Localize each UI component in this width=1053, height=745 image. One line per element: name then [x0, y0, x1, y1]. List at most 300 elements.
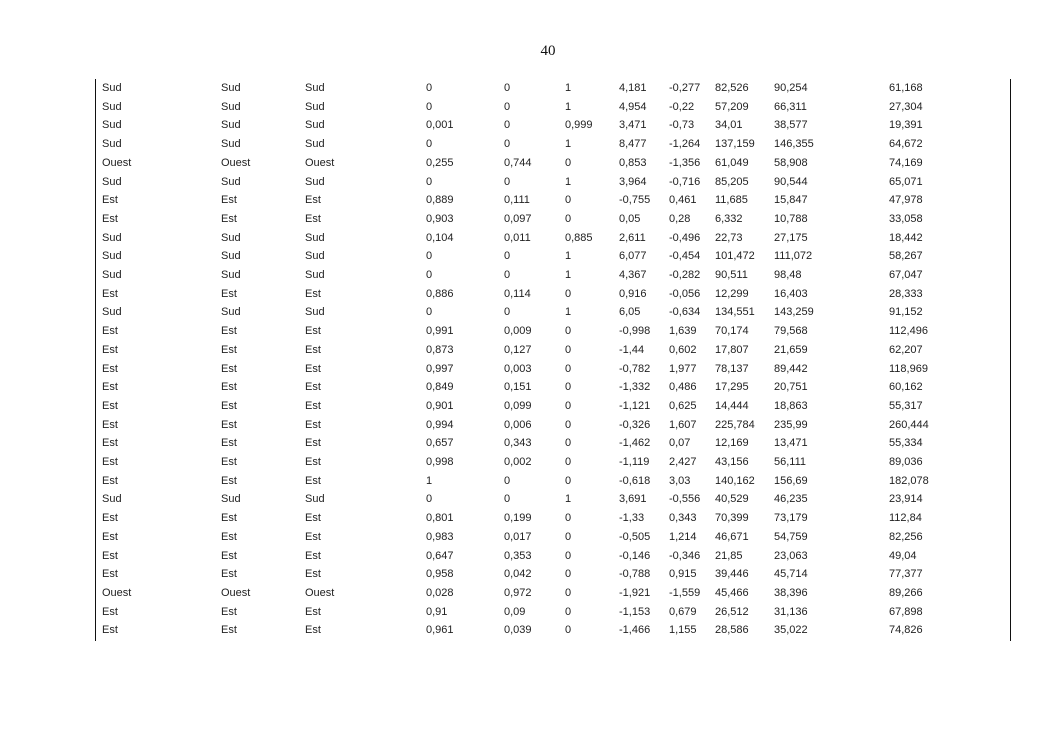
table-cell-prob-sud: 0	[565, 586, 572, 599]
table-cell-prob-est: 0,903	[426, 212, 454, 225]
table-cell-region-c: Sud	[305, 119, 325, 132]
table-cell-value-1: 34,01	[715, 119, 743, 132]
table-cell-prob-ouest: 0,199	[504, 512, 532, 525]
table-cell-prob-sud: 0	[565, 362, 572, 375]
table-row	[96, 135, 1010, 154]
table-cell-value-3: 18,442	[889, 231, 923, 244]
table-row	[96, 360, 1010, 379]
table-row	[96, 285, 1010, 304]
table-cell-value-3: 64,672	[889, 138, 923, 151]
table-cell-region-b: Sud	[221, 250, 241, 263]
table-cell-value-1: 26,512	[715, 605, 749, 618]
table-cell-score-1: 3,964	[619, 175, 647, 188]
table-cell-value-2: 89,442	[774, 362, 808, 375]
table-cell-prob-sud: 0	[565, 287, 572, 300]
table-cell-value-3: 58,267	[889, 250, 923, 263]
table-cell-prob-sud: 0	[565, 325, 572, 338]
table-cell-region-a: Est	[102, 605, 118, 618]
table-cell-score-2: -0,282	[669, 269, 701, 282]
table-cell-prob-ouest: 0,017	[504, 530, 532, 543]
table-cell-value-3: 112,84	[889, 512, 922, 525]
table-row	[96, 79, 1010, 98]
table-cell-score-2: -0,056	[669, 287, 701, 300]
table-cell-prob-est: 0,001	[426, 119, 454, 132]
table-cell-value-1: 28,586	[715, 624, 749, 637]
table-cell-value-1: 21,85	[715, 549, 743, 562]
table-cell-region-c: Est	[305, 605, 321, 618]
table-cell-prob-ouest: 0,09	[504, 605, 526, 618]
table-cell-value-2: 98,48	[774, 269, 802, 282]
table-cell-score-2: -0,73	[669, 119, 695, 132]
table-row	[96, 154, 1010, 173]
table-cell-value-2: 156,69	[774, 474, 808, 487]
table-cell-score-1: -1,462	[619, 437, 651, 450]
table-cell-region-c: Est	[305, 325, 321, 338]
table-cell-value-3: 19,391	[889, 119, 923, 132]
table-cell-value-2: 31,136	[774, 605, 808, 618]
table-cell-prob-est: 0,983	[426, 530, 454, 543]
table-cell-value-1: 12,169	[715, 437, 749, 450]
table-cell-region-a: Est	[102, 418, 118, 431]
table-cell-value-1: 14,444	[715, 399, 749, 412]
table-cell-score-2: -0,716	[669, 175, 701, 188]
table-cell-prob-ouest: 0,009	[504, 325, 532, 338]
table-cell-value-2: 20,751	[774, 381, 808, 394]
table-cell-value-2: 35,022	[774, 624, 808, 637]
table-cell-prob-ouest: 0	[504, 138, 511, 151]
table-cell-prob-est: 0	[426, 175, 433, 188]
table-row	[96, 210, 1010, 229]
table-cell-prob-est: 0,91	[426, 605, 448, 618]
table-row	[96, 509, 1010, 528]
table-cell-prob-est: 0	[426, 250, 433, 263]
table-cell-value-1: 45,466	[715, 586, 749, 599]
table-cell-prob-sud: 0	[565, 512, 572, 525]
table-cell-value-3: 23,914	[889, 493, 923, 506]
table-cell-region-a: Est	[102, 399, 118, 412]
table-cell-region-b: Est	[221, 512, 237, 525]
table-cell-score-2: -0,454	[669, 250, 701, 263]
table-body	[96, 79, 1010, 640]
table-cell-region-b: Sud	[221, 138, 241, 151]
table-cell-prob-est: 0,961	[426, 624, 454, 637]
table-cell-region-b: Est	[221, 605, 237, 618]
table-cell-value-1: 70,399	[715, 512, 749, 525]
table-cell-value-2: 66,311	[774, 100, 807, 113]
table-cell-prob-ouest: 0	[504, 493, 511, 506]
table-cell-value-3: 61,168	[889, 82, 923, 94]
table-cell-prob-ouest: 0	[504, 175, 511, 188]
table-cell-score-1: -0,998	[619, 325, 651, 338]
table-cell-value-2: 90,544	[774, 175, 808, 188]
table-cell-value-1: 40,529	[715, 493, 749, 506]
table-cell-value-2: 90,254	[774, 82, 808, 94]
table-cell-region-b: Ouest	[221, 586, 251, 599]
table-cell-region-a: Sud	[102, 231, 122, 244]
table-row	[96, 565, 1010, 584]
table-cell-prob-ouest: 0,003	[504, 362, 532, 375]
table-cell-prob-ouest: 0,114	[504, 287, 531, 300]
table-cell-prob-est: 0,255	[426, 156, 454, 169]
table-cell-region-b: Sud	[221, 231, 241, 244]
table-cell-value-2: 46,235	[774, 493, 808, 506]
table-cell-region-c: Ouest	[305, 156, 335, 169]
table-cell-region-b: Est	[221, 287, 237, 300]
table-cell-region-b: Sud	[221, 493, 241, 506]
table-cell-value-3: 182,078	[889, 474, 929, 487]
table-cell-value-3: 118,969	[889, 362, 928, 375]
table-cell-region-a: Sud	[102, 100, 122, 113]
table-cell-value-3: 77,377	[889, 568, 923, 581]
table-cell-value-1: 17,295	[715, 381, 749, 394]
table-row	[96, 229, 1010, 248]
table-cell-prob-est: 0,991	[426, 325, 454, 338]
table-cell-region-a: Sud	[102, 138, 122, 151]
table-cell-value-1: 85,205	[715, 175, 749, 188]
table-cell-prob-est: 0	[426, 493, 433, 506]
table-cell-region-c: Sud	[305, 82, 325, 94]
table-cell-prob-est: 0,873	[426, 343, 454, 356]
table-cell-region-b: Est	[221, 549, 237, 562]
table-cell-prob-est: 0,886	[426, 287, 454, 300]
table-cell-region-a: Est	[102, 474, 118, 487]
table-cell-prob-est: 0	[426, 138, 433, 151]
table-cell-score-2: 0,915	[669, 568, 697, 581]
table-cell-region-c: Sud	[305, 138, 325, 151]
table-cell-score-1: -1,33	[619, 512, 645, 525]
table-cell-prob-est: 0	[426, 100, 433, 113]
table-cell-score-1: -1,119	[619, 456, 650, 469]
table-cell-value-3: 74,826	[889, 624, 923, 637]
table-cell-score-1: -0,505	[619, 530, 651, 543]
table-cell-prob-est: 0,028	[426, 586, 454, 599]
table-cell-region-c: Est	[305, 343, 321, 356]
table-cell-value-1: 225,784	[715, 418, 755, 431]
table-cell-region-c: Est	[305, 624, 321, 637]
table-cell-score-2: -0,346	[669, 549, 701, 562]
table-cell-region-c: Est	[305, 399, 321, 412]
table-row	[96, 528, 1010, 547]
table-row	[96, 621, 1010, 640]
table-cell-value-1: 82,526	[715, 82, 749, 94]
table-cell-prob-sud: 0	[565, 194, 572, 207]
table-row	[96, 116, 1010, 135]
table-cell-value-1: 39,446	[715, 568, 749, 581]
table-cell-region-a: Sud	[102, 493, 122, 506]
table-cell-score-2: -1,559	[669, 586, 701, 599]
table-cell-prob-est: 0,889	[426, 194, 454, 207]
table-row	[96, 453, 1010, 472]
table-cell-region-a: Est	[102, 287, 118, 300]
table-cell-prob-est: 0,801	[426, 512, 454, 525]
table-cell-prob-ouest: 0	[504, 82, 511, 94]
table-cell-prob-sud: 1	[565, 269, 572, 282]
table-cell-prob-sud: 0	[565, 568, 572, 581]
table-cell-value-3: 55,317	[889, 399, 923, 412]
table-cell-score-1: -1,921	[619, 586, 651, 599]
table-cell-prob-sud: 0	[565, 156, 572, 169]
table-cell-value-2: 143,259	[774, 306, 814, 319]
table-cell-score-2: -0,277	[669, 82, 701, 94]
table-cell-region-b: Sud	[221, 119, 241, 132]
table-row	[96, 584, 1010, 603]
table-row	[96, 341, 1010, 360]
table-row	[96, 490, 1010, 509]
table-cell-region-c: Sud	[305, 175, 325, 188]
table-cell-score-1: 4,954	[619, 100, 647, 113]
table-cell-region-c: Sud	[305, 269, 325, 282]
table-cell-region-b: Est	[221, 362, 237, 375]
table-cell-score-2: 2,427	[669, 456, 697, 469]
table-cell-region-c: Sud	[305, 231, 325, 244]
table-cell-value-2: 38,577	[774, 119, 808, 132]
table-cell-value-3: 112,496	[889, 325, 928, 338]
table-cell-prob-ouest: 0	[504, 100, 511, 113]
table-cell-prob-ouest: 0	[504, 269, 511, 282]
table-cell-prob-est: 0,997	[426, 362, 454, 375]
table-cell-score-2: 3,03	[669, 474, 691, 487]
table-row	[96, 397, 1010, 416]
table-cell-value-3: 65,071	[889, 175, 923, 188]
table-cell-region-a: Sud	[102, 269, 122, 282]
table-cell-value-2: 45,714	[774, 568, 808, 581]
table-cell-value-3: 91,152	[889, 306, 923, 319]
table-cell-score-2: -0,496	[669, 231, 701, 244]
table-cell-score-1: 3,691	[619, 493, 647, 506]
table-cell-prob-sud: 0	[565, 418, 572, 431]
table-cell-score-2: -1,356	[669, 156, 701, 169]
table-cell-value-3: 47,978	[889, 194, 923, 207]
data-table-frame	[95, 79, 1011, 641]
table-cell-region-b: Est	[221, 624, 237, 637]
table-cell-value-1: 57,209	[715, 100, 749, 113]
table-cell-value-1: 140,162	[715, 474, 755, 487]
table-cell-score-2: -1,264	[669, 138, 701, 151]
table-cell-score-2: 0,625	[669, 399, 697, 412]
table-cell-region-b: Sud	[221, 82, 241, 94]
table-cell-value-2: 56,111	[774, 456, 807, 469]
table-cell-value-1: 17,807	[715, 343, 749, 356]
table-cell-value-3: 74,169	[889, 156, 923, 169]
table-cell-prob-sud: 0,999	[565, 119, 593, 132]
table-cell-value-2: 13,471	[774, 437, 808, 450]
table-cell-prob-est: 0,647	[426, 549, 454, 562]
table-cell-region-c: Est	[305, 549, 321, 562]
table-cell-prob-ouest: 0,127	[504, 343, 532, 356]
table-cell-region-a: Ouest	[102, 156, 132, 169]
table-cell-prob-est: 0	[426, 306, 433, 319]
table-cell-score-2: -0,634	[669, 306, 701, 319]
table-cell-score-1: -1,332	[619, 381, 651, 394]
table-cell-prob-sud: 0	[565, 605, 572, 618]
table-cell-value-2: 18,863	[774, 399, 808, 412]
table-cell-score-1: 4,181	[619, 82, 647, 94]
table-cell-value-3: 55,334	[889, 437, 923, 450]
table-cell-region-c: Sud	[305, 100, 325, 113]
table-cell-score-2: 0,486	[669, 381, 697, 394]
table-cell-region-a: Est	[102, 212, 118, 225]
table-cell-prob-sud: 0	[565, 456, 572, 469]
table-cell-prob-sud: 1	[565, 493, 572, 506]
table-cell-score-2: 1,607	[669, 418, 697, 431]
table-row	[96, 266, 1010, 285]
table-cell-region-b: Sud	[221, 306, 241, 319]
table-cell-value-1: 101,472	[715, 250, 755, 263]
table-cell-region-a: Est	[102, 362, 118, 375]
table-cell-prob-sud: 0	[565, 530, 572, 543]
table-cell-region-a: Est	[102, 549, 118, 562]
table-cell-value-1: 43,156	[715, 456, 749, 469]
table-cell-region-c: Est	[305, 418, 321, 431]
table-cell-prob-ouest: 0,002	[504, 456, 532, 469]
table-cell-value-1: 70,174	[715, 325, 749, 338]
table-cell-region-b: Sud	[221, 175, 241, 188]
table-cell-region-c: Est	[305, 474, 321, 487]
table-cell-score-2: 1,639	[669, 325, 697, 338]
table-row	[96, 603, 1010, 622]
table-cell-region-c: Est	[305, 381, 321, 394]
table-cell-value-2: 38,396	[774, 586, 808, 599]
table-cell-value-3: 82,256	[889, 530, 923, 543]
table-cell-score-2: -0,22	[669, 100, 695, 113]
table-cell-prob-ouest: 0	[504, 119, 511, 132]
table-cell-value-1: 134,551	[715, 306, 755, 319]
data-table	[96, 79, 1010, 640]
table-cell-score-1: 0,853	[619, 156, 647, 169]
table-row	[96, 378, 1010, 397]
table-cell-region-b: Est	[221, 399, 237, 412]
table-cell-prob-ouest: 0,353	[504, 549, 532, 562]
table-cell-region-c: Sud	[305, 493, 325, 506]
table-cell-region-c: Est	[305, 362, 321, 375]
table-cell-region-c: Est	[305, 437, 321, 450]
table-cell-region-c: Est	[305, 568, 321, 581]
table-cell-region-b: Est	[221, 381, 237, 394]
table-cell-value-2: 146,355	[774, 138, 814, 151]
table-cell-prob-ouest: 0,099	[504, 399, 532, 412]
table-cell-prob-sud: 0	[565, 624, 572, 637]
table-cell-region-b: Ouest	[221, 156, 251, 169]
table-cell-region-b: Est	[221, 456, 237, 469]
table-cell-score-1: -0,782	[619, 362, 651, 375]
table-cell-value-3: 89,266	[889, 586, 923, 599]
table-cell-score-1: 3,471	[619, 119, 647, 132]
table-cell-prob-est: 0	[426, 269, 433, 282]
page-number: 40	[540, 43, 556, 59]
table-cell-prob-ouest: 0,744	[504, 156, 532, 169]
table-cell-prob-est: 0,998	[426, 456, 454, 469]
table-cell-prob-sud: 0	[565, 399, 572, 412]
table-cell-region-c: Sud	[305, 306, 325, 319]
table-cell-region-b: Est	[221, 474, 237, 487]
table-cell-score-1: 0,916	[619, 287, 647, 300]
table-cell-prob-ouest: 0,097	[504, 212, 532, 225]
table-cell-value-2: 27,175	[774, 231, 808, 244]
table-cell-value-1: 6,332	[715, 212, 743, 225]
table-cell-score-1: -1,466	[619, 624, 651, 637]
table-cell-region-b: Est	[221, 194, 237, 207]
table-cell-prob-ouest: 0	[504, 250, 511, 263]
table-cell-score-1: -0,146	[619, 549, 651, 562]
table-cell-region-a: Sud	[102, 306, 122, 319]
table-cell-region-a: Est	[102, 381, 118, 394]
table-cell-prob-est: 0,657	[426, 437, 454, 450]
table-row	[96, 322, 1010, 341]
table-cell-region-a: Est	[102, 530, 118, 543]
table-cell-score-1: -0,788	[619, 568, 651, 581]
table-cell-prob-sud: 1	[565, 100, 572, 113]
table-cell-prob-ouest: 0,011	[504, 231, 531, 244]
table-cell-score-2: 1,977	[669, 362, 697, 375]
table-cell-score-1: -1,44	[619, 343, 645, 356]
table-cell-region-c: Est	[305, 212, 321, 225]
table-row	[96, 173, 1010, 192]
table-cell-score-2: -0,556	[669, 493, 701, 506]
table-cell-region-b: Est	[221, 568, 237, 581]
table-cell-region-a: Est	[102, 194, 118, 207]
table-cell-value-2: 79,568	[774, 325, 808, 338]
table-cell-prob-sud: 1	[565, 82, 572, 94]
table-cell-region-a: Est	[102, 343, 118, 356]
table-cell-score-1: -0,755	[619, 194, 651, 207]
table-cell-region-b: Sud	[221, 100, 241, 113]
table-cell-value-3: 260,444	[889, 418, 929, 431]
table-cell-prob-est: 0,958	[426, 568, 454, 581]
table-cell-value-2: 73,179	[774, 512, 808, 525]
table-cell-value-3: 33,058	[889, 212, 923, 225]
table-cell-region-c: Est	[305, 530, 321, 543]
table-cell-region-a: Est	[102, 568, 118, 581]
table-cell-prob-est: 0,104	[426, 231, 454, 244]
table-cell-region-a: Sud	[102, 119, 122, 132]
table-cell-prob-ouest: 0	[504, 306, 511, 319]
table-cell-value-2: 235,99	[774, 418, 808, 431]
table-cell-region-b: Est	[221, 325, 237, 338]
table-cell-region-a: Est	[102, 437, 118, 450]
table-cell-score-1: 4,367	[619, 269, 647, 282]
table-cell-score-2: 1,214	[669, 530, 697, 543]
table-cell-value-3: 67,047	[889, 269, 923, 282]
table-cell-score-2: 0,679	[669, 605, 697, 618]
table-cell-value-2: 23,063	[774, 549, 808, 562]
table-cell-prob-ouest: 0,042	[504, 568, 532, 581]
table-cell-value-1: 12,299	[715, 287, 749, 300]
table-cell-prob-sud: 1	[565, 250, 572, 263]
table-cell-region-a: Sud	[102, 175, 122, 188]
table-cell-value-1: 11,685	[715, 194, 748, 207]
table-cell-score-1: 0,05	[619, 212, 641, 225]
table-cell-value-2: 54,759	[774, 530, 808, 543]
table-cell-prob-est: 0	[426, 82, 433, 94]
table-cell-prob-sud: 1	[565, 138, 572, 151]
table-cell-score-1: -0,618	[619, 474, 651, 487]
table-cell-value-2: 15,847	[774, 194, 808, 207]
table-cell-region-c: Sud	[305, 250, 325, 263]
table-row	[96, 247, 1010, 266]
table-cell-value-2: 16,403	[774, 287, 808, 300]
table-cell-prob-ouest: 0,039	[504, 624, 532, 637]
table-cell-prob-ouest: 0,111	[504, 194, 530, 207]
table-cell-region-b: Est	[221, 437, 237, 450]
table-cell-prob-ouest: 0,972	[504, 586, 532, 599]
table-cell-value-3: 49,04	[889, 549, 917, 562]
table-cell-prob-est: 0,994	[426, 418, 454, 431]
table-row	[96, 416, 1010, 435]
table-cell-value-2: 111,072	[774, 250, 813, 263]
table-cell-prob-ouest: 0	[504, 474, 511, 487]
table-cell-value-1: 78,137	[715, 362, 749, 375]
table-cell-region-a: Est	[102, 325, 118, 338]
